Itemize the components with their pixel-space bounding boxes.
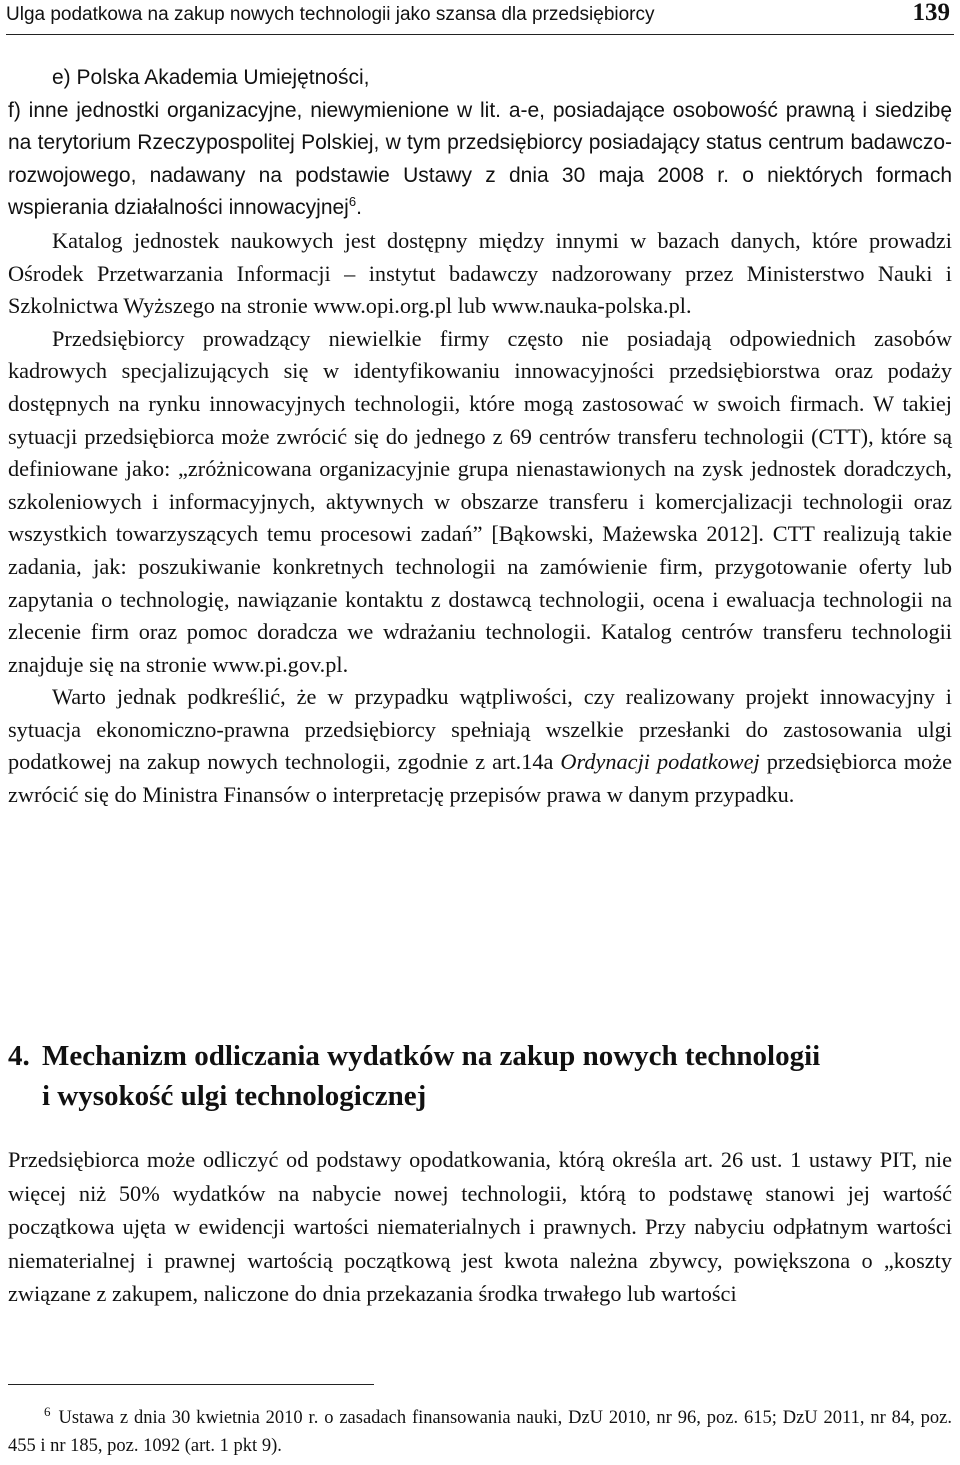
footnote-rule xyxy=(8,1384,374,1385)
footnote xyxy=(8,1404,952,1460)
paragraph-interpretation-start: Warto jednak podkreślić, że w przypadku wątpliwości, czy realizowany projekt innowacyjny i sytuacja ekonomiczno-prawna przedsiębiorcy spełniają wszelkie przesłanki do zastosowania ulgi podatkowej na zakup nowych technologii, zgodnie z art.14a xyxy=(8,684,952,775)
section-number: 4. xyxy=(8,1040,30,1072)
list-item-f-text: f) inne jednostki organizacyjne, niewymienione w lit. a-e, posiadające osobowość prawną i siedzibę na terytorium Rzeczypospolitej Polskiej, w tym przedsiębiorcy posiadający status centrum badawczo-rozwojowego, nadawany na podstawie Ustawy z dnia 30 maja 2008 r. o niektórych formach wspierania działalności innowacyjnej xyxy=(8,98,952,220)
list-item-e: e) Polska Akademia Umiejętności, xyxy=(52,66,370,89)
paragraph-catalog: Katalog jednostek naukowych jest dostępny między innymi w bazach danych, które prowadzi Ośrodek Przetwarzania Informacji – instytut badawczy nadzorowany przez Ministerstwo Nauki i Szkolnictwa Wyższego na stronie www.opi.org.pl lub www.nauka-polska.pl. xyxy=(8,227,952,319)
list-item-f-end: . xyxy=(356,196,362,220)
section-text xyxy=(8,1143,952,1311)
paragraph-interpretation xyxy=(8,681,952,811)
page-number: 139 xyxy=(912,0,950,26)
footnote-reference: 6 xyxy=(348,194,357,210)
section-paragraph: Przedsiębiorca może odliczyć od podstawy opodatkowania, którą określa art. 26 ust. 1 ustawy PIT, nie więcej niż 50% wydatków na nabycie nowej technologii, którą to podstawę stanowi jej wartość początkowa ujęta w ewidencji wartości niematerialnych i prawnych. Przy nabyciu odpłatnym wartości niematerialnej i prawnej wartością początkową jest kwota należna zbywcy, powiększona o „koszty związane z zakupem, naliczone do dnia przekazania środka trwałego lub wartości xyxy=(8,1147,952,1307)
section-title-line-2: i wysokość ulgi technologicznej xyxy=(42,1080,427,1112)
paragraph-ctt: Przedsiębiorcy prowadzący niewielkie firmy często nie posiadają odpowiednich zasobów kadrowych specjalizujących się w identyfikowaniu innowacyjności przedsiębiorstwa oraz podaży dostępnych na rynku innowacyjnych technologii, które mogą zastosować w swoich firmach. W takiej sytuacji przedsiębiorca może zwrócić się do jednego z 69 centrów transferu technologii (CTT), które są definiowane jako: „zróżnicowana organizacyjnie grupa nienastawionych na zysk jednostek doradczych, szkoleniowych i informacyjnych, aktywnych w obszarze transferu i komercjalizacji technologii oraz wszystkich towarzyszących temu procesowi zadań” [Bąkowski, Mażewska 2012]. CTT realizują takie zadania, jak: poszukiwanie konkretnych technologii na zamówienie firm, przygotowanie oferty lub zapytania o technologię, nawiązanie kontaktu z dostawcą technologii, ocena i ewaluacja technologii na zlecenie firm oraz pomoc doradcza we wdrażaniu technologii. Katalog centrów transferu technologii znajduje się na stronie www.pi.gov.pl. xyxy=(8,325,952,677)
footnote-text: Ustawa z dnia 30 kwietnia 2010 r. o zasadach finansowania nauki, DzU 2010, nr 96, poz. 615; DzU 2011, nr 84, poz. 455 i nr 185, poz. 1092 (art. 1 pkt 9). xyxy=(8,1408,952,1456)
section-heading xyxy=(8,1036,952,1116)
main-text xyxy=(8,62,952,812)
footnote-number: 6 xyxy=(44,1403,51,1419)
ordynacja-podatkowa-italic: Ordynacji podatkowej xyxy=(560,749,760,775)
paragraph-interpretation-end: przedsiębiorca może zwrócić się do Ministra Finansów o interpretację przepisów prawa w danym przypadku. xyxy=(8,749,952,808)
running-header-title: Ulga podatkowa na zakup nowych technologii jako szansa dla przedsiębiorcy xyxy=(6,4,655,25)
list-item-f xyxy=(8,95,952,225)
section-title-line-1: Mechanizm odliczania wydatków na zakup nowych technologii xyxy=(42,1040,821,1072)
running-header xyxy=(6,0,954,35)
